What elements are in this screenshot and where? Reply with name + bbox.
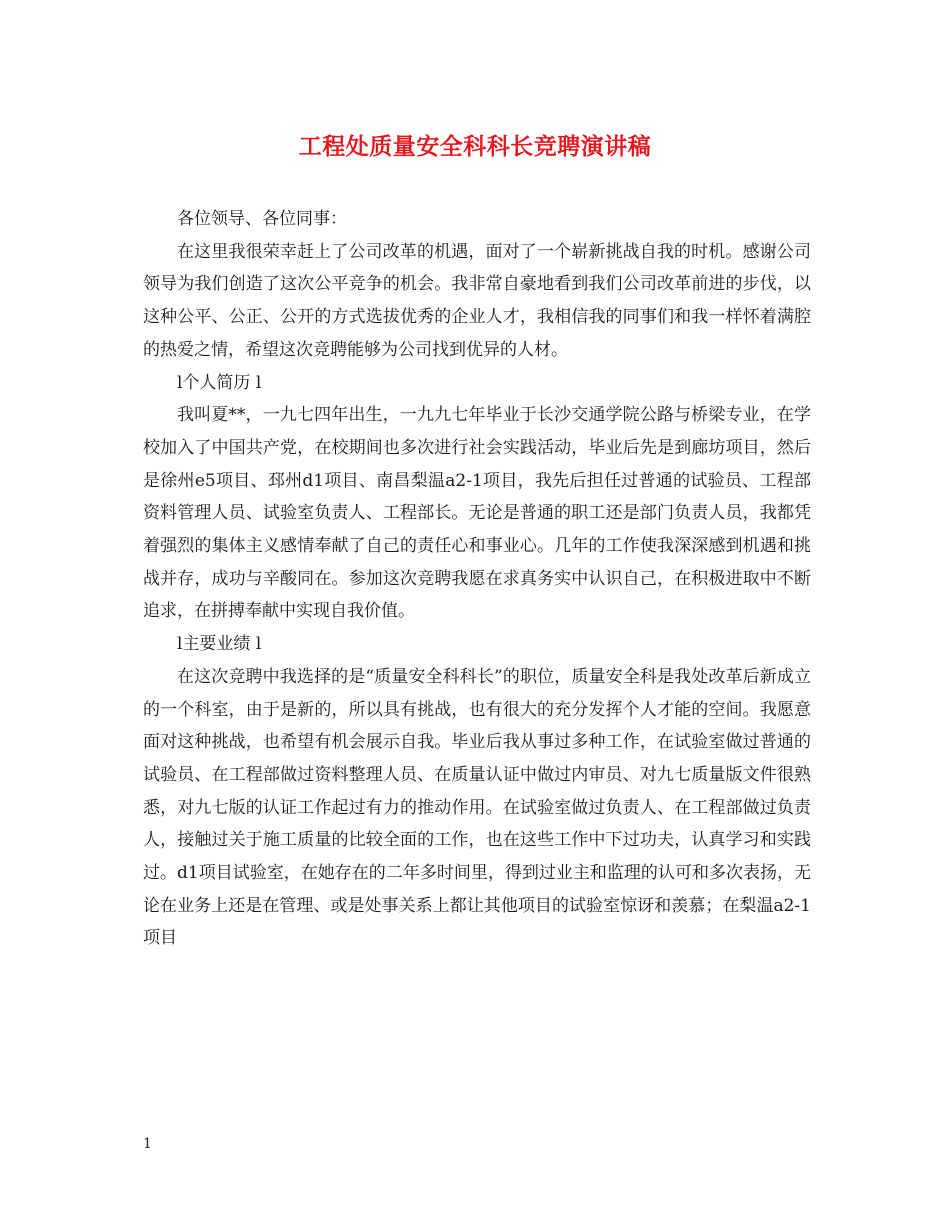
page-number: 1 xyxy=(143,1136,152,1152)
achievements-paragraph: 在这次竞聘中我选择的是“质量安全科科长”的职位，质量安全科是我处改革后新成立的一个科室，由于是新的，所以具有挑战，也有很大的充分发挥个人才能的空间。我愿意面对这种挑战，也希望有机会展示自我。毕业后我从事过多种工作，在试验室做过普通的试验员、在工程部做过资料整理人员、在质量认证中做过内审员、对九七质量版文件很熟悉，对九七版的认证工作起过有力的推动作用。在试验室做过负责人、在工程部做过负责人，接触过关于施工质量的比较全面的工作，也在这些工作中下过功夫，认真学习和实践过。d1项目试验室，在她存在的二年多时间里，得到过业主和监理的认可和多次表扬，无论在业务上还是在管理、或是处事关系上都让其他项目的试验室惊讶和羡慕；在梨温a2-1项目 xyxy=(143,666,811,949)
document-body xyxy=(143,203,811,955)
section-heading-resume: l个人简历 l xyxy=(177,372,262,393)
intro-paragraph: 在这里我很荣幸赶上了公司改革的机遇，面对了一个崭新挑战自我的时机。感谢公司领导为我们创造了这次公平竞争的机会。我非常自豪地看到我们公司改革前进的步伐，以这种公平、公正、公开的方式选拔优秀的企业人才，我相信我的同事们和我一样怀着满腔的热爱之情，希望这次竞聘能够为公司找到优异的人材。 xyxy=(143,241,811,360)
page-title: 工程处质量安全科科长竞聘演讲稿 xyxy=(298,134,652,160)
resume-paragraph: 我叫夏**，一九七四年出生，一九九七年毕业于长沙交通学院公路与桥梁专业，在学校加入了中国共产党，在校期间也多次进行社会实践活动，毕业后先是到廊坊项目，然后是徐州e5项目、邳州d1项目、南昌梨温a2-1项目，我先后担任过普通的试验员、工程部资料管理人员、试验室负责人、工程部长。无论是普通的职工还是部门负责人员，我都凭着强烈的集体主义感情奉献了自己的责任心和事业心。几年的工作使我深深感到机遇和挑战并存，成功与辛酸同在。参加这次竞聘我愿在求真务实中认识自己，在积极进取中不断追求，在拼搏奉献中实现自我价值。 xyxy=(143,405,811,622)
salutation: 各位领导、各位同事： xyxy=(177,209,347,229)
section-heading-achievements: l主要业绩 l xyxy=(177,634,262,655)
